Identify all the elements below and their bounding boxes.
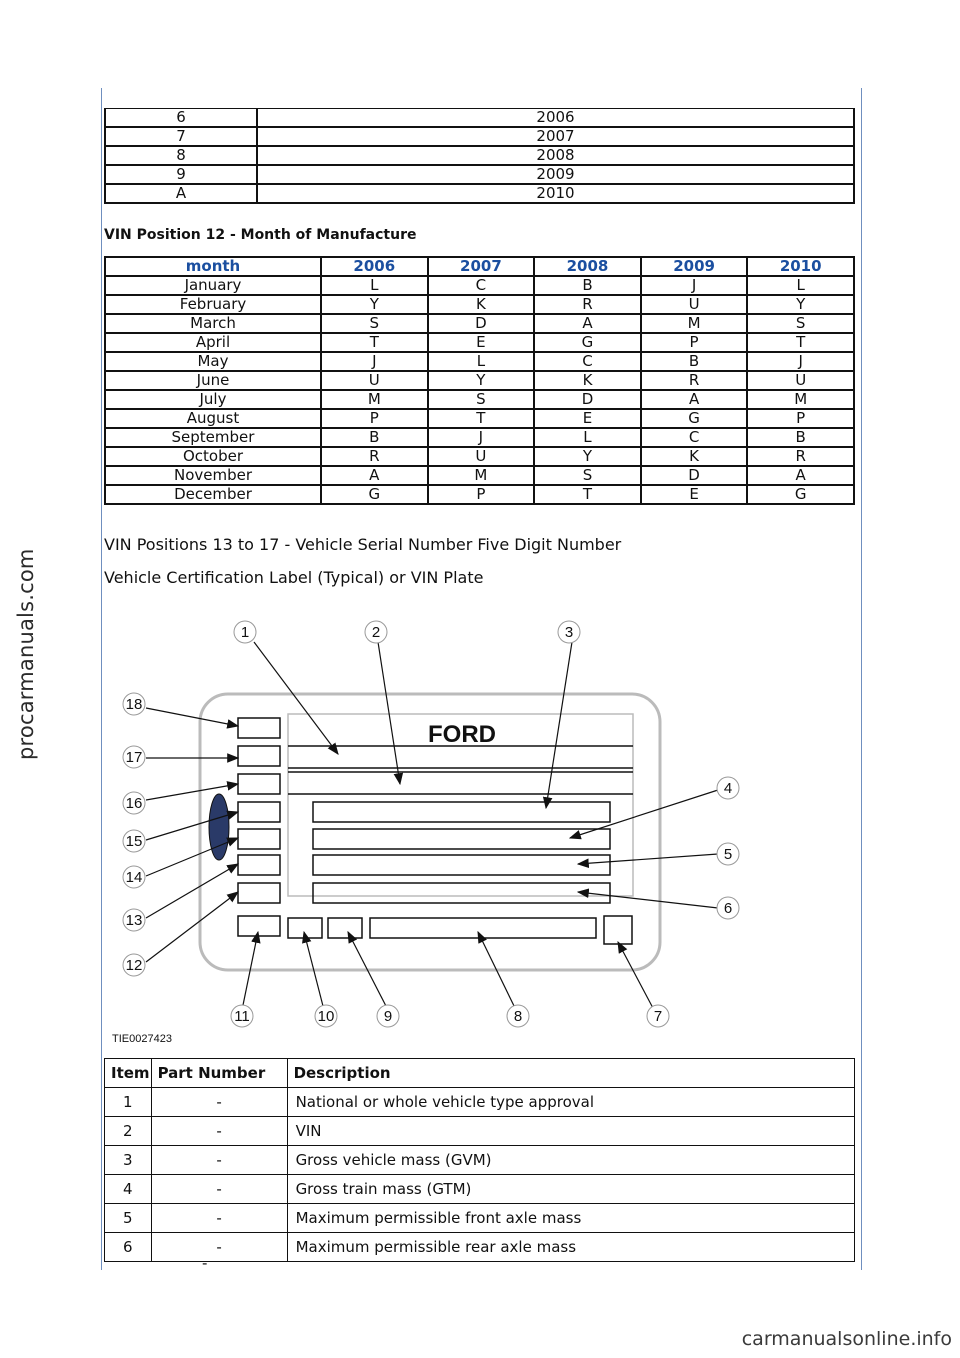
month-code-cell: M: [428, 466, 535, 485]
column-header: Item: [105, 1059, 152, 1088]
table-row: [105, 485, 854, 504]
month-code-cell: T: [321, 333, 428, 352]
table-row: [105, 127, 854, 146]
month-code-cell: G: [321, 485, 428, 504]
month-name-cell: March: [105, 314, 321, 333]
month-code-cell: Y: [321, 295, 428, 314]
month-code-cell: K: [428, 295, 535, 314]
month-name-cell: April: [105, 333, 321, 352]
month-code-cell: A: [641, 390, 748, 409]
svg-text:9: 9: [383, 1008, 393, 1025]
year-cell: 2008: [257, 146, 854, 165]
month-code-cell: J: [321, 352, 428, 371]
month-code-cell: D: [641, 466, 748, 485]
table-row: [105, 165, 854, 184]
year-code-cell: 8: [105, 146, 257, 165]
year-code-cell: 9: [105, 165, 257, 184]
callout-1: [234, 621, 256, 643]
month-code-cell: D: [534, 390, 641, 409]
callout-12: [123, 954, 145, 976]
month-code-cell: B: [747, 428, 854, 447]
table-row: [105, 1146, 855, 1175]
column-header: 2007: [428, 257, 535, 276]
description-cell: National or whole vehicle type approval: [287, 1088, 854, 1117]
column-header: 2006: [321, 257, 428, 276]
callout-6: [717, 897, 739, 919]
month-code-cell: L: [321, 276, 428, 295]
table-row: [105, 146, 854, 165]
month-code-table: [104, 256, 855, 505]
month-code-cell: D: [428, 314, 535, 333]
callout-11: [231, 1005, 253, 1027]
month-code-cell: J: [428, 428, 535, 447]
year-cell: 2010: [257, 184, 854, 203]
item-number-cell: 6: [105, 1233, 152, 1262]
month-code-cell: B: [534, 276, 641, 295]
part-number-cell: -: [151, 1175, 287, 1204]
month-code-cell: S: [428, 390, 535, 409]
month-code-cell: A: [534, 314, 641, 333]
column-header: 2008: [534, 257, 641, 276]
month-code-cell: E: [641, 485, 748, 504]
column-header: 2009: [641, 257, 748, 276]
month-name-cell: December: [105, 485, 321, 504]
table-row: [105, 184, 854, 203]
month-code-cell: J: [747, 352, 854, 371]
month-code-cell: Y: [534, 447, 641, 466]
year-cell: 2006: [257, 109, 854, 128]
month-code-cell: L: [534, 428, 641, 447]
month-code-cell: Y: [428, 371, 535, 390]
month-code-cell: Y: [747, 295, 854, 314]
month-code-cell: R: [641, 371, 748, 390]
callout-3: [558, 621, 580, 643]
year-code-cell: A: [105, 184, 257, 203]
svg-text:5: 5: [723, 846, 733, 863]
serial-number-text: VIN Positions 13 to 17 - Vehicle Serial Number Five Digit Number: [104, 535, 622, 554]
month-code-cell: U: [321, 371, 428, 390]
month-code-cell: P: [747, 409, 854, 428]
year-code-cell: 6: [105, 109, 257, 128]
table-row: [105, 371, 854, 390]
table-row: [105, 466, 854, 485]
description-cell: Maximum permissible rear axle mass: [287, 1233, 854, 1262]
month-name-cell: July: [105, 390, 321, 409]
month-code-cell: C: [641, 428, 748, 447]
callout-13: [123, 909, 145, 931]
column-header: 2010: [747, 257, 854, 276]
month-name-cell: May: [105, 352, 321, 371]
part-number-cell: -: [151, 1204, 287, 1233]
callout-7: [647, 1005, 669, 1027]
item-table: [104, 1058, 855, 1262]
table-row: [105, 390, 854, 409]
month-code-cell: T: [747, 333, 854, 352]
month-code-cell: R: [534, 295, 641, 314]
callout-15: [123, 830, 145, 852]
item-number-cell: 3: [105, 1146, 152, 1175]
part-number-cell: -: [151, 1088, 287, 1117]
month-code-cell: U: [747, 371, 854, 390]
trailing-part-number: -: [202, 1254, 208, 1272]
table-row: [105, 314, 854, 333]
column-header: Description: [287, 1059, 854, 1088]
callout-16: [123, 792, 145, 814]
month-code-cell: M: [641, 314, 748, 333]
month-name-cell: October: [105, 447, 321, 466]
callout-5: [717, 843, 739, 865]
ford-oval-icon: [209, 794, 229, 860]
table-row: [105, 333, 854, 352]
table-row: [105, 1175, 855, 1204]
column-header: Part Number: [151, 1059, 287, 1088]
svg-text:11: 11: [234, 1008, 250, 1025]
description-cell: VIN: [287, 1117, 854, 1146]
footer-watermark: carmanualsonline.info: [741, 1328, 952, 1350]
table-row: [105, 276, 854, 295]
svg-text:17: 17: [125, 749, 143, 766]
callout-17: [123, 746, 145, 768]
month-code-cell: G: [747, 485, 854, 504]
month-code-cell: A: [747, 466, 854, 485]
callout-2: [365, 621, 387, 643]
svg-text:8: 8: [513, 1008, 523, 1025]
svg-text:7: 7: [653, 1008, 663, 1025]
month-code-cell: L: [747, 276, 854, 295]
month-code-cell: C: [428, 276, 535, 295]
table-row: [105, 295, 854, 314]
month-code-cell: J: [641, 276, 748, 295]
description-cell: Gross train mass (GTM): [287, 1175, 854, 1204]
month-code-cell: P: [428, 485, 535, 504]
table-row: [105, 409, 854, 428]
callout-4: [717, 777, 739, 799]
month-code-cell: U: [428, 447, 535, 466]
table-row: [105, 1117, 855, 1146]
brand-text: FORD: [428, 721, 496, 748]
month-code-cell: S: [747, 314, 854, 333]
item-number-cell: 2: [105, 1117, 152, 1146]
table-row: [105, 1088, 855, 1117]
callout-18: [123, 693, 145, 715]
item-number-cell: 4: [105, 1175, 152, 1204]
item-number-cell: 5: [105, 1204, 152, 1233]
side-watermark: procarmanuals.com: [14, 548, 38, 760]
month-name-cell: September: [105, 428, 321, 447]
month-code-cell: R: [321, 447, 428, 466]
callout-9: [377, 1005, 399, 1027]
column-header: month: [105, 257, 321, 276]
month-code-cell: B: [321, 428, 428, 447]
year-code-cell: 7: [105, 127, 257, 146]
table-row: [105, 447, 854, 466]
table-row: [105, 428, 854, 447]
month-code-cell: C: [534, 352, 641, 371]
svg-text:2: 2: [371, 624, 381, 641]
label-caption: Vehicle Certification Label (Typical) or VIN Plate: [104, 568, 484, 587]
month-code-cell: A: [321, 466, 428, 485]
year-code-table: [104, 108, 855, 204]
year-cell: 2007: [257, 127, 854, 146]
month-code-cell: S: [321, 314, 428, 333]
svg-text:4: 4: [723, 780, 733, 797]
month-code-cell: E: [534, 409, 641, 428]
svg-text:3: 3: [564, 624, 574, 641]
svg-text:1: 1: [240, 624, 250, 641]
description-cell: Gross vehicle mass (GVM): [287, 1146, 854, 1175]
svg-text:14: 14: [125, 869, 143, 886]
image-reference: TIE0027423: [112, 1033, 172, 1045]
month-code-cell: U: [641, 295, 748, 314]
svg-text:18: 18: [125, 696, 143, 713]
month-code-cell: T: [428, 409, 535, 428]
month-code-cell: T: [534, 485, 641, 504]
table-header-row: [105, 257, 854, 276]
month-code-cell: M: [747, 390, 854, 409]
year-cell: 2009: [257, 165, 854, 184]
svg-text:12: 12: [125, 957, 143, 974]
month-name-cell: January: [105, 276, 321, 295]
table-row: [105, 1204, 855, 1233]
part-number-cell: -: [151, 1117, 287, 1146]
month-name-cell: August: [105, 409, 321, 428]
callout-8: [507, 1005, 529, 1027]
month-name-cell: November: [105, 466, 321, 485]
table-row: [105, 352, 854, 371]
month-code-cell: L: [428, 352, 535, 371]
month-code-cell: E: [428, 333, 535, 352]
month-code-cell: K: [641, 447, 748, 466]
table-row: [105, 109, 854, 128]
table-header-row: [105, 1059, 855, 1088]
month-code-cell: K: [534, 371, 641, 390]
callout-10: [315, 1005, 337, 1027]
certification-label-diagram: [108, 612, 748, 1052]
month-code-cell: G: [641, 409, 748, 428]
month-code-cell: B: [641, 352, 748, 371]
item-number-cell: 1: [105, 1088, 152, 1117]
svg-text:6: 6: [723, 900, 733, 917]
svg-text:13: 13: [125, 912, 143, 929]
month-code-cell: G: [534, 333, 641, 352]
svg-text:15: 15: [125, 833, 143, 850]
month-name-cell: June: [105, 371, 321, 390]
month-code-cell: S: [534, 466, 641, 485]
month-code-cell: R: [747, 447, 854, 466]
part-number-cell: -: [151, 1233, 287, 1262]
description-cell: Maximum permissible front axle mass: [287, 1204, 854, 1233]
svg-text:10: 10: [317, 1008, 335, 1025]
svg-text:16: 16: [125, 795, 143, 812]
month-section-heading: VIN Position 12 - Month of Manufacture: [104, 227, 417, 243]
month-name-cell: February: [105, 295, 321, 314]
month-code-cell: P: [641, 333, 748, 352]
month-code-cell: P: [321, 409, 428, 428]
part-number-cell: -: [151, 1146, 287, 1175]
month-code-cell: M: [321, 390, 428, 409]
table-row: [105, 1233, 855, 1262]
callout-14: [123, 866, 145, 888]
